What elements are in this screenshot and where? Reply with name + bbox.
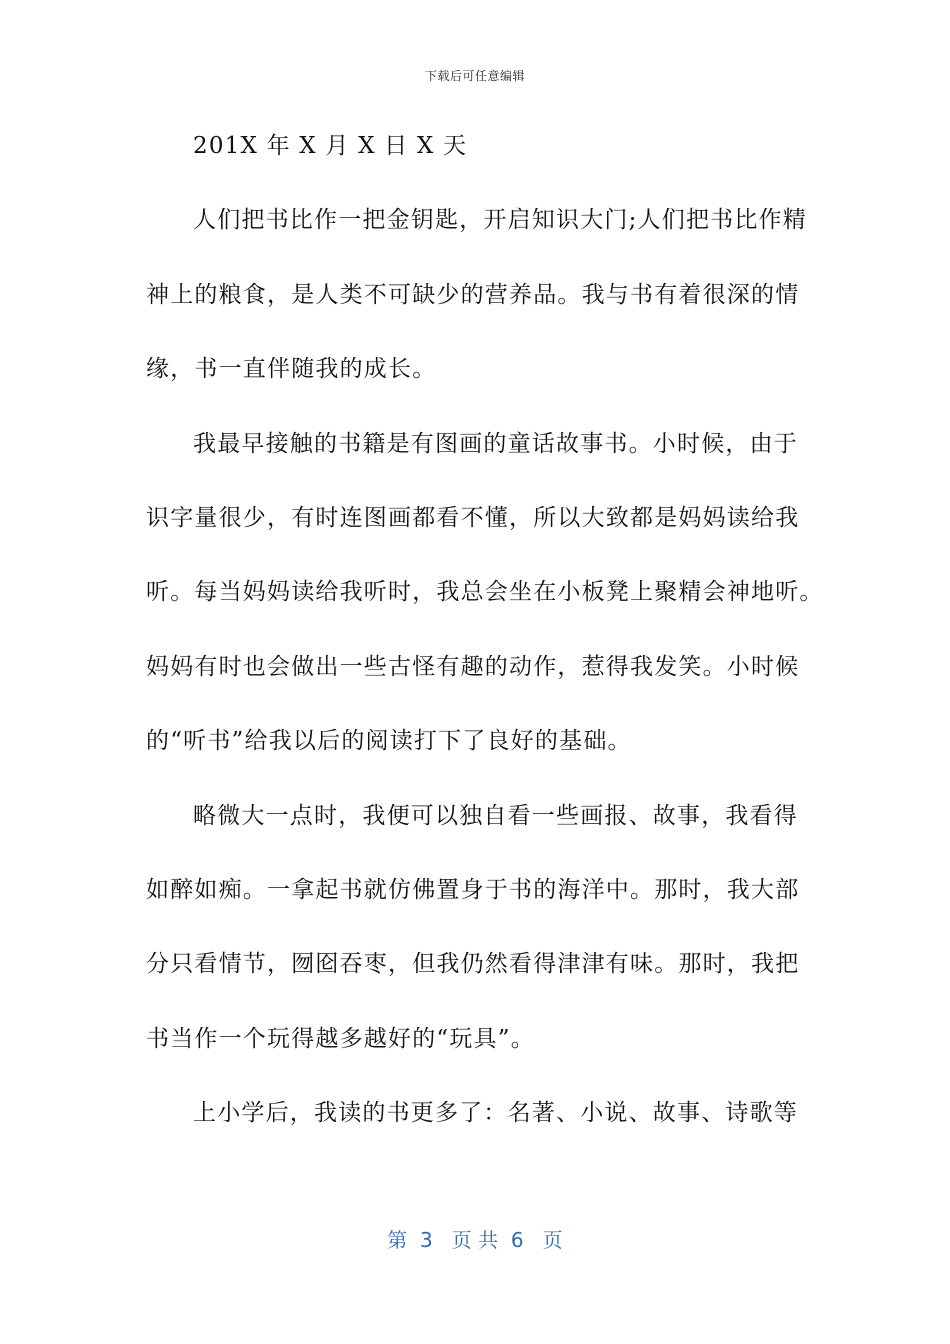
paragraph-line: 分只看情节，囫囵吞枣，但我仍然看得津津有味。那时，我把 [146,951,800,978]
paragraph-line: 上小学后，我读的书更多了：名著、小说、故事、诗歌等 [193,1100,798,1127]
paragraph-line: 听。每当妈妈读给我听时，我总会坐在小板凳上聚精会神地听。 [146,579,824,606]
page-footer: 第 3 页 共 6 页 [387,1228,563,1252]
paragraph-line: 识字量很少，有时连图画都看不懂，所以大致都是妈妈读给我 [146,504,800,531]
page-header: 下载后可任意编辑 [424,69,525,83]
paragraph-line: 人们把书比作一把金钥匙，开启知识大门;人们把书比作精 [193,207,807,234]
paragraph-line: 的“听书”给我以后的阅读打下了良好的基础。 [146,728,632,755]
date-line: 201X 年 X 月 X 日 X 天 [193,133,468,159]
paragraph-line: 妈妈有时也会做出一些古怪有趣的动作，惹得我发笑。小时候 [146,653,800,680]
document-body [146,126,824,1167]
paragraph-line: 缘，书一直伴随我的成长。 [146,356,437,383]
paragraph-line: 如醉如痴。一拿起书就仿佛置身于书的海洋中。那时，我大部 [146,876,800,903]
paragraph-line: 我最早接触的书籍是有图画的童话故事书。小时候，由于 [193,430,798,457]
paragraph-line: 略微大一点时，我便可以独自看一些画报、故事，我看得 [193,802,798,829]
paragraph-line: 书当作一个玩得越多越好的“玩具”。 [146,1025,535,1052]
paragraph-line: 神上的粮食，是人类不可缺少的营养品。我与书有着很深的情 [146,281,800,308]
